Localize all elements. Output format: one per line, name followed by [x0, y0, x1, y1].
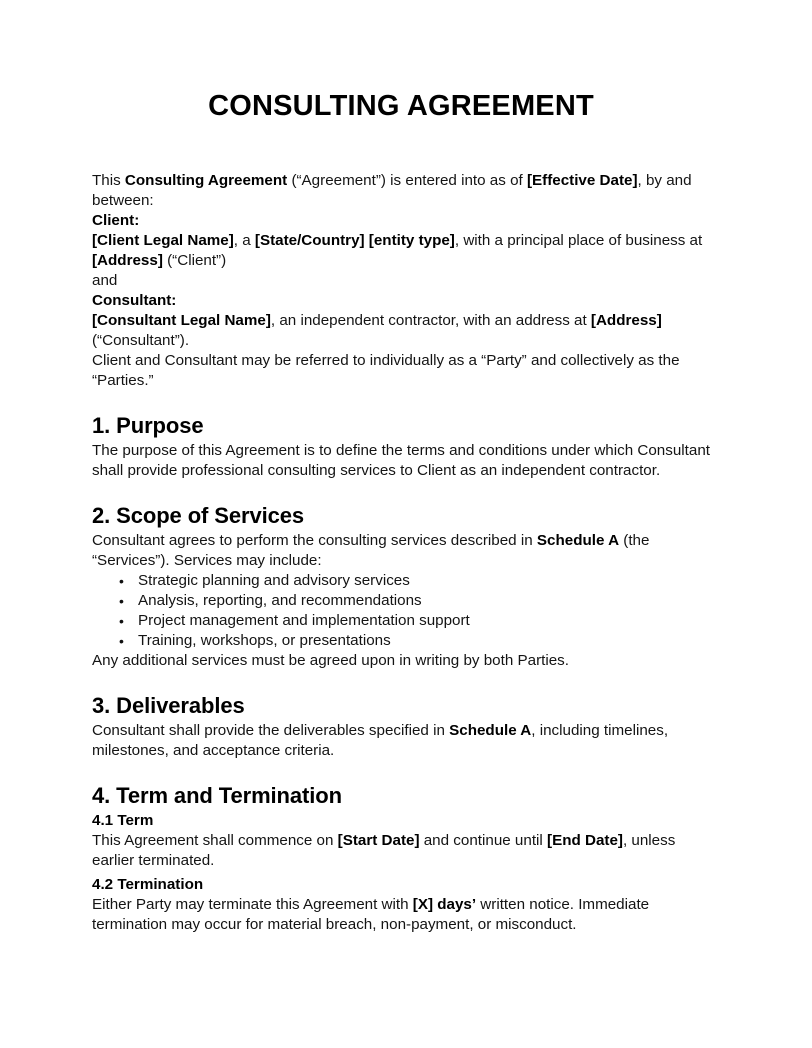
section-scope-of-services-heading: 2. Scope of Services — [92, 503, 304, 529]
subsection-termination-heading: 4.2 Termination — [92, 876, 204, 894]
section-term-and-termination-heading: 4. Term and Termination — [92, 783, 342, 809]
subsection-termination-body: Either Party may terminate this Agreement with [X] days’ written notice. Immediate termination may occur for material breach, non-payment, or misconduct. — [92, 896, 650, 934]
section-deliverables-heading: 3. Deliverables — [92, 693, 245, 719]
intro-line-parties: Client and Consultant may be referred to individually as a “Party” and collectively as the “Parties.” — [92, 352, 680, 390]
page-title: CONSULTING AGREEMENT — [208, 90, 594, 122]
subsection-term — [92, 811, 710, 871]
list-item — [92, 571, 710, 591]
scope-intro: Consultant agrees to perform the consulting services described in Schedule A (the “Services”). Services may include: — [92, 532, 650, 570]
intro-line-consultant-details: [Consultant Legal Name], an independent contractor, with an address at [Address] (“Consultant”). — [92, 312, 662, 350]
section-deliverables — [92, 693, 710, 761]
intro-line-client-details: [Client Legal Name], a [State/Country] [entity type], with a principal place of business at [Address] (“Client”) — [92, 232, 703, 270]
scope-service-list — [92, 571, 710, 651]
list-item-label: Project management and implementation support — [138, 612, 470, 630]
intro-line-and: and — [92, 272, 118, 290]
section-purpose-heading: 1. Purpose — [92, 413, 204, 439]
list-item — [92, 591, 710, 611]
subsection-termination — [92, 875, 710, 935]
bullet-icon: • — [119, 633, 124, 650]
section-term-and-termination — [92, 783, 710, 935]
section-purpose — [92, 413, 710, 481]
list-item-label: Strategic planning and advisory services — [138, 572, 410, 590]
deliverables-body: Consultant shall provide the deliverables specified in Schedule A, including timelines, milestones, and acceptance criteria. — [92, 722, 669, 760]
scope-additional-services: Any additional services must be agreed upon in writing by both Parties. — [92, 652, 569, 670]
list-item — [92, 631, 710, 651]
sections-container — [92, 413, 710, 935]
intro-line-consultant-label: Consultant: — [92, 292, 177, 310]
subsection-term-heading: 4.1 Term — [92, 812, 154, 830]
purpose-body: The purpose of this Agreement is to define the terms and conditions under which Consultant shall provide professional consulting services to Client as an independent contractor. — [92, 442, 710, 480]
intro-line-client-label: Client: — [92, 212, 140, 230]
parties-intro-block — [92, 171, 710, 391]
subsection-term-body: This Agreement shall commence on [Start Date] and continue until [End Date], unless earlier terminated. — [92, 832, 676, 870]
bullet-icon: • — [119, 593, 124, 610]
list-item-label: Training, workshops, or presentations — [138, 632, 391, 650]
intro-line-entered-into: This Consulting Agreement (“Agreement”) is entered into as of [Effective Date], by and between: — [92, 172, 692, 210]
bullet-icon: • — [119, 573, 124, 590]
section-scope-of-services — [92, 503, 710, 671]
bullet-icon: • — [119, 613, 124, 630]
list-item — [92, 611, 710, 631]
list-item-label: Analysis, reporting, and recommendations — [138, 592, 422, 610]
document-body — [92, 0, 710, 935]
